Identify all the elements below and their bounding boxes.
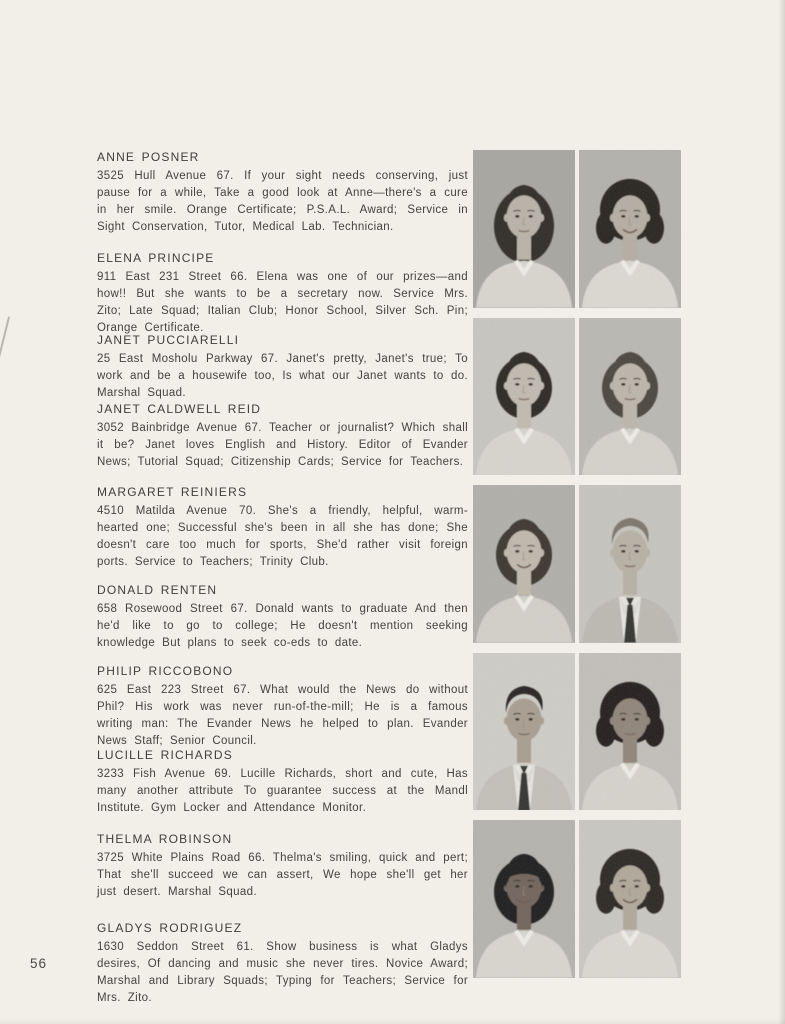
- portrait-photo: [473, 485, 575, 643]
- student-name: ELENA PRINCIPE: [97, 251, 215, 265]
- yearbook-entry: [97, 832, 468, 901]
- student-bio: 3052 Bainbridge Avenue 67. Teacher or journalist? Which shall it be? Janet loves English and History. Editor of Evander News; Tutorial Squad; Citizenship Cards; Service for Teachers.: [97, 422, 468, 468]
- portrait-photo: [473, 318, 575, 476]
- student-bio: 625 East 223 Street 67. What would the News do without Phil? His work was never run-of-the-mill; He is a famous writing man: The Evander News he helped to plan. Evander News Staff; Senior Council.: [97, 684, 468, 747]
- student-bio: 658 Rosewood Street 67. Donald wants to graduate And then he'd like to go to college; He doesn't mention seeking knowledge But plans to seek co-eds to date.: [97, 603, 468, 649]
- yearbook-entry: [97, 251, 468, 337]
- portrait-photo: [579, 318, 681, 476]
- yearbook-entry: [97, 402, 468, 471]
- yearbook-entry: [97, 921, 468, 1007]
- student-name: THELMA ROBINSON: [97, 832, 233, 846]
- student-name: JANET CALDWELL REID: [97, 402, 262, 416]
- student-bio: 25 East Mosholu Parkway 67. Janet's pretty, Janet's true; To work and be a housewife too, Is what our Janet wants to do. Marshal Squad.: [97, 353, 468, 399]
- yearbook-entry: [97, 150, 468, 236]
- portrait-photo: [579, 150, 681, 308]
- portrait-photo: [473, 820, 575, 978]
- portrait-photo: [579, 485, 681, 643]
- student-bio: 911 East 231 Street 66. Elena was one of our prizes—and how!! But she wants to be a secretary now. Service Mrs. Zito; Late Squad; Italian Club; Honor School, Silver Sch. Pin; Orange Certificate.: [97, 271, 468, 334]
- student-name: DONALD RENTEN: [97, 583, 218, 597]
- yearbook-entry: [97, 583, 468, 652]
- page-number: 56: [30, 956, 48, 971]
- portrait-photo: [579, 820, 681, 978]
- student-name: MARGARET REINIERS: [97, 485, 248, 499]
- student-name: ANNE POSNER: [97, 150, 200, 164]
- portrait-photo: [473, 653, 575, 811]
- scan-scratch-artifact: [0, 316, 10, 357]
- yearbook-entry: [97, 333, 468, 402]
- yearbook-entry: [97, 748, 468, 817]
- yearbook-entry: [97, 664, 468, 750]
- portrait-photo: [473, 150, 575, 308]
- student-bio: 4510 Matilda Avenue 70. She's a friendly, helpful, warm-hearted one; Successful she's been in all she has done; She doesn't care too much for sports, She'd rather visit foreign ports. Service to Teachers; Trinity Club.: [97, 505, 468, 568]
- student-bio: 3725 White Plains Road 66. Thelma's smiling, quick and pert; That she'll succeed we can assert, We hope she'll get her just desert. Marshal Squad.: [97, 852, 468, 898]
- student-bio: 1630 Seddon Street 61. Show business is what Gladys desires, Of dancing and music she never tires. Novice Award; Marshal and Library Squads; Typing for Teachers; Service for Mrs. Zito.: [97, 941, 468, 1004]
- student-name: JANET PUCCIARELLI: [97, 333, 240, 347]
- student-bio: 3525 Hull Avenue 67. If your sight needs conserving, just pause for a while, Take a good look at Anne—there's a cure in her smile. Orange Certificate; P.S.A.L. Award; Service in Sight Conservation, Tutor, Medical Lab. Technician.: [97, 170, 468, 233]
- student-name: LUCILLE RICHARDS: [97, 748, 233, 762]
- student-name: PHILIP RICCOBONO: [97, 664, 234, 678]
- student-name: GLADYS RODRIGUEZ: [97, 921, 243, 935]
- student-bio: 3233 Fish Avenue 69. Lucille Richards, short and cute, Has many another attribute To guarantee success at the Mandl Institute. Gym Locker and Attendance Monitor.: [97, 768, 468, 814]
- yearbook-entry: [97, 485, 468, 571]
- portrait-photo: [579, 653, 681, 811]
- portrait-photo-grid: [473, 150, 681, 978]
